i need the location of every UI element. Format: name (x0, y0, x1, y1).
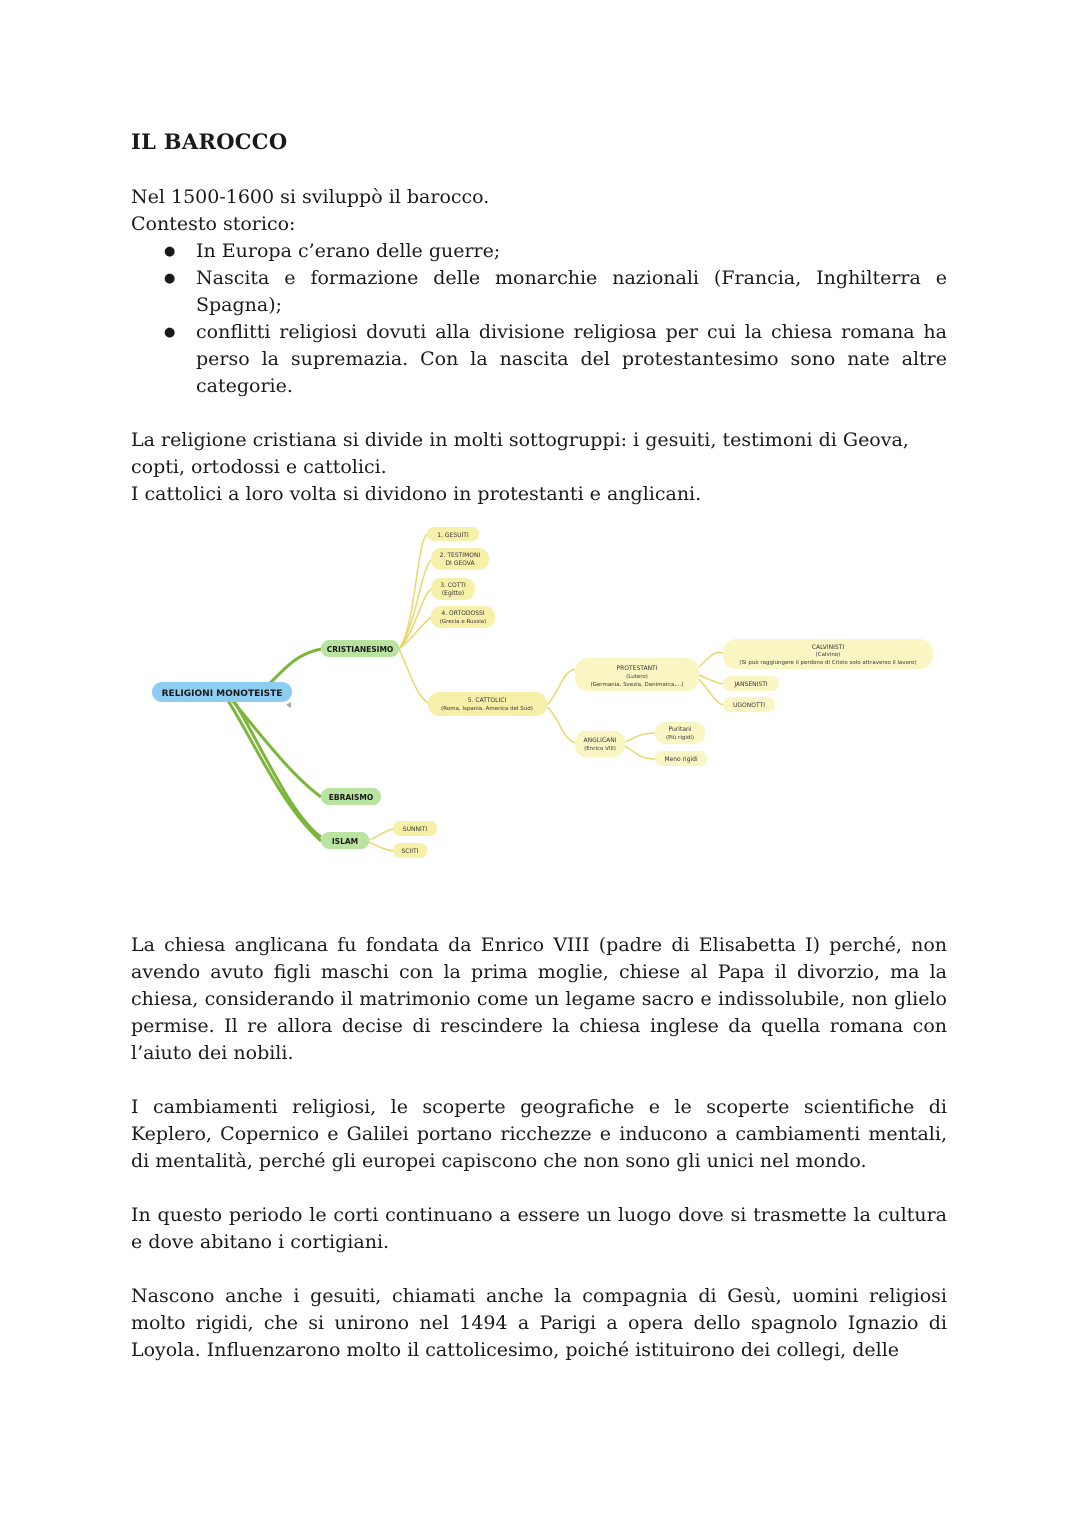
paragraph-corti: In questo periodo le corti continuano a essere un luogo dove si trasmette la cultura e dove abitano i cortigiani. (131, 1204, 947, 1253)
branch-line (233, 699, 321, 837)
paragraph-cambiamenti: I cambiamenti religiosi, le scoperte geografiche e le scoperte scientifiche di Keplero, Copernico e Galilei portano ricchezze e inducono a cambiamenti mentali, di mentalità, perché gli europei capiscono che non sono gli unici nel mondo. (131, 1096, 947, 1172)
document-page (131, 128, 947, 508)
religion-mind-map (131, 515, 947, 875)
list-item: ● Nascita e formazione delle monarchie nazionali (Francia, Inghilterra e Spagna); (196, 265, 947, 319)
node-label: Meno rigidi (664, 756, 698, 763)
list-item: ● In Europa c’erano delle guerre; (196, 238, 947, 265)
node-label: (Enrico VIII) (584, 746, 616, 752)
node-label: (Calvino) (815, 652, 841, 658)
node-label: Puritani (668, 726, 692, 733)
root-branches (227, 649, 321, 841)
node-label: (Egitto) (441, 590, 465, 597)
branch-line (625, 733, 655, 742)
context-list (131, 238, 947, 400)
branch-line (547, 669, 575, 705)
node-label: PROTESTANTI (616, 665, 658, 672)
religion-paragraph-line-1: La religione cristiana si divide in molti sottogruppi: i gesuiti, testimoni di Geova, copti, ortodossi e cattolici. (131, 429, 909, 478)
intro-line-1: Nel 1500-1600 si sviluppò il barocco. (131, 186, 490, 208)
branch-line (369, 829, 393, 840)
branch-line (625, 746, 655, 759)
paragraph-anglicana: La chiesa anglicana fu fondata da Enrico VIII (padre di Elisabetta I) perché, non avendo avuto figli maschi con la prima moglie, chiese al Papa il divorzio, ma la chiesa, considerando il matrimonio come un legame sacro e indissolubile, non glielo permise. Il re allora decise di rescindere la chiesa inglese da quella romana con l’aiuto dei nobili. (131, 934, 947, 1064)
node-label: ANGLICANI (583, 737, 617, 744)
node-label: (Più rigidi) (665, 735, 695, 741)
node-label: (Grecia e Russia) (439, 619, 487, 625)
node-label: SUNNITI (402, 826, 428, 833)
branch-line (699, 652, 723, 667)
branch-line (399, 649, 428, 703)
node-label: 2. TESTIMONI (439, 552, 481, 559)
node-label: SCIITI (401, 848, 419, 855)
paragraph-gesuiti: Nascono anche i gesuiti, chiamati anche la compagnia di Gesù, uomini religiosi molto rigidi, che si unirono nel 1494 a Parigi a opera dello spagnolo Ignazio di Loyola. Influenzarono molto il cattolicesimo, poiché istituirono dei collegi, delle (131, 1285, 947, 1361)
node-label: UGONOTTI (733, 702, 765, 709)
node-label: 1. GESUITI (437, 532, 469, 539)
node-label: 4. ORTODOSSI (441, 610, 485, 617)
sub-branches (369, 534, 723, 851)
intro-line-2: Contesto storico: (131, 213, 296, 235)
node-anglicani (575, 731, 625, 757)
node-label: DI GEOVA (445, 560, 475, 567)
node-label: RELIGIONI MONOTEISTE (161, 689, 283, 699)
page-title: IL BAROCCO (131, 129, 288, 154)
node-cattolici (428, 692, 547, 716)
node-label: (Roma, Ispania, America del Sud) (441, 706, 533, 712)
node-label: EBRAISMO (328, 793, 374, 802)
branch-line (547, 707, 575, 743)
list-item: ● conflitti religiosi dovuti alla divisione religiosa per cui la chiesa romana ha perso la supremazia. Con la nascita del protestantesimo sono nate altre categorie. (196, 319, 947, 400)
document-body-lower (131, 932, 947, 1364)
node-label: CRISTIANESIMO (326, 645, 394, 654)
node-label: 3. COTTI (440, 582, 466, 589)
religion-paragraph-line-2: I cattolici a loro volta si dividono in protestanti e anglicani. (131, 483, 702, 505)
node-label: JANSENISTI (734, 681, 768, 688)
branch-line (369, 842, 393, 851)
node-label: (Si può raggiungere il perdono di Cristo solo attraverso il lavoro) (739, 660, 917, 666)
node-label: CALVINISTI (811, 644, 845, 651)
collapse-arrow-icon (286, 702, 291, 708)
node-label: ISLAM (331, 837, 359, 846)
branch-line (227, 699, 321, 841)
branch-line (399, 560, 431, 649)
node-label: 5. CATTOLICI (467, 697, 507, 704)
branch-line (399, 534, 427, 649)
node-label: (Germania, Svezia, Danimarca,...) (590, 682, 684, 688)
node-label: (Lutero) (626, 674, 648, 680)
